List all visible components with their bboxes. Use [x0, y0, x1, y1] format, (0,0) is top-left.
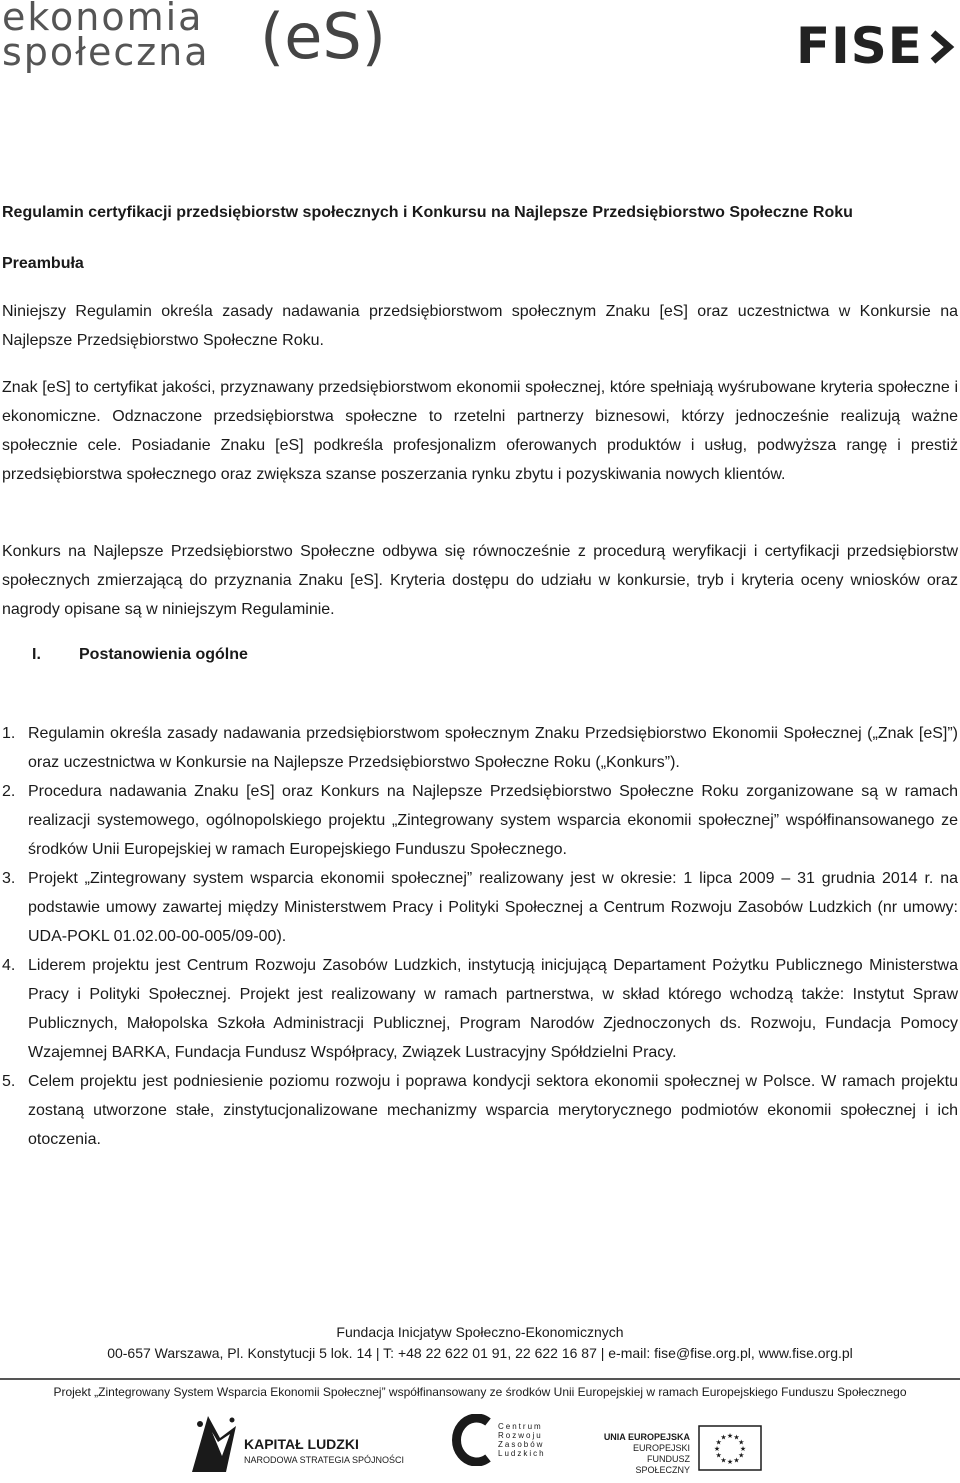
eu-star-icon: ★: [715, 1452, 722, 1460]
list-item-number: 2.: [2, 783, 16, 800]
list-item-number: 4.: [2, 957, 16, 974]
eu-star-icon: ★: [733, 1434, 740, 1442]
eu-star-icon: ★: [715, 1439, 722, 1447]
logo-line-1: ekonomia: [2, 0, 204, 39]
kapital-ludzki-title: KAPITAŁ LUDZKI: [244, 1436, 359, 1452]
eu-star-icon: ★: [726, 1459, 734, 1466]
crzl-line: Zasobów: [498, 1440, 545, 1449]
document-title: Regulamin certyfikacji przedsiębiorstw społecznych i Konkursu na Najlepsze Przedsiębiorstwo Społeczne Roku: [2, 204, 853, 221]
chapter-title: Postanowienia ogólne: [79, 646, 248, 663]
preamble-paragraph-1: Niniejszy Regulamin określa zasady nadawania przedsiębiorstwom społecznym Znaku [eS] oraz uczestnictwa w Konkursie na Najlepsze Przedsiębiorstwo Społeczne Roku.: [2, 303, 958, 349]
list-item: [0, 1067, 958, 1154]
fise-arrow-icon: [929, 27, 955, 67]
list-item: [0, 719, 958, 777]
crzl-line: Rozwoju: [498, 1431, 543, 1440]
list-item: [0, 951, 958, 1067]
footer-address: 00-657 Warszawa, Pl. Konstytucji 5 lok. 14 | T: +48 22 622 01 91, 22 622 16 87 | e-mail: fise@fise.org.pl, www.fise.org.pl: [107, 1345, 853, 1361]
list-item-text: Celem projektu jest podniesienie poziomu rozwoju i poprawa kondycji sektora ekonomii społecznej w Polsce. W ramach projektu zostaną utworzone stałe, zinstytucjonalizowane mechanizmy wsparcia merytorycznego podmiotów ekonomii społecznej i ich otoczenia.: [28, 1073, 958, 1148]
eu-star-icon: ★: [713, 1446, 721, 1453]
kapital-ludzki-emblem-icon: [186, 1412, 240, 1474]
eu-star-icon: ★: [726, 1433, 734, 1440]
chapter-number: I.: [32, 646, 41, 663]
list-item-text: Procedura nadawania Znaku [eS] oraz Konkurs na Najlepsze Przedsiębiorstwo Społeczne Roku zorganizowane są w ramach realizacji systemowego, ogólnopolskiego projektu „Zintegrowany system wsparcia ekonomii społecznej” współfinansowanego ze środków Unii Europejskiej w ramach Europejskiego Funduszu Społecznego.: [28, 783, 958, 858]
es-mark-logo: (eS): [260, 0, 386, 73]
preamble-heading: Preambuła: [2, 255, 84, 272]
eu-star-icon: ★: [720, 1434, 727, 1442]
preamble-paragraph-2: Znak [eS] to certyfikat jakości, przyznawany przedsiębiorstwom ekonomii społecznej, które spełniają wyśrubowane kryteria społeczne i ekonomiczne. Odznaczone przedsiębiorstwa społeczne to rzetelni partnerzy biznesowi, którzy jednocześnie realizują ważne społecznie cele. Posiadanie Znaku [eS] podkreśla profesjonalizm oferowanych produktów i usług, podwyższa rangę i prestiż przedsiębiorstwa społecznego oraz zwiększa szanse poszerzania rynku zbytu i pozyskiwania nowych klientów.: [2, 379, 958, 483]
logo-line-2: społeczna: [2, 30, 210, 74]
list-item-number: 1.: [2, 725, 16, 742]
fise-logo-text: FISE: [796, 17, 923, 75]
eu-star-icon: ★: [738, 1439, 745, 1447]
eu-line-1: UNIA EUROPEJSKA: [603, 1432, 690, 1442]
eu-fund-label: [598, 1432, 690, 1476]
footer-organization: Fundacja Inicjatyw Społeczno-Ekonomicznych: [336, 1324, 624, 1340]
chapter-heading: [32, 646, 248, 664]
list-item: [0, 864, 958, 951]
fise-logo: [796, 18, 955, 74]
eu-flag-icon: [698, 1425, 762, 1471]
footer-project-note: Projekt „Zintegrowany System Wsparcia Ekonomii Społecznej” współfinansowany ze środków Unii Europejskiej w ramach Europejskiego Funduszu Społecznego: [53, 1385, 907, 1399]
ekonomia-spoleczna-logo: [2, 0, 252, 74]
eu-star-icon: ★: [733, 1457, 740, 1465]
list-item-number: 3.: [2, 870, 16, 887]
list-item-number: 5.: [2, 1073, 16, 1090]
kapital-ludzki-subtitle: NARODOWA STRATEGIA SPÓJNOŚCI: [244, 1455, 405, 1465]
general-provisions-list: [0, 719, 958, 1154]
crzl-logo-icon: [452, 1414, 496, 1466]
eu-star-icon: ★: [739, 1446, 747, 1453]
crzl-name: [498, 1422, 546, 1458]
eu-star-icon: ★: [738, 1452, 745, 1460]
preamble-paragraph-3: Konkurs na Najlepsze Przedsiębiorstwo Społeczne odbywa się równocześnie z procedurą weryfikacji i certyfikacji przedsiębiorstw społecznych zmierzającą do przyznania Znaku [eS]. Kryteria dostępu do udziału w konkursie, tryb i kryteria oceny wniosków oraz nagrody opisane są w niniejszym Regulaminie.: [2, 543, 958, 618]
eu-line-3: FUNDUSZ SPOŁECZNY: [635, 1454, 690, 1475]
list-item-text: Projekt „Zintegrowany system wsparcia ekonomii społecznej” realizowany jest w okresie: 1 lipca 2009 – 31 grudnia 2014 r. na podstawie umowy zawartej między Ministerstwem Pracy i Polityki Społecznej a Centrum Rozwoju Zasobów Ludzkich (nr umowy: UDA-POKL 01.02.00-00-005/09-00).: [28, 870, 958, 945]
eu-star-icon: ★: [720, 1457, 727, 1465]
crzl-line: Centrum: [498, 1422, 543, 1431]
list-item-text: Liderem projektu jest Centrum Rozwoju Zasobów Ludzkich, instytucją inicjującą Departament Pożytku Publicznego Ministerstwa Pracy i Polityki Społecznej. Projekt jest realizowany w ramach partnerstwa, w skład którego wchodzą także: Instytut Spraw Publicznych, Małopolska Szkoła Administracji Publicznej, Program Narodów Zjednoczonych ds. Rozwoju, Fundacja Pomocy Wzajemnej BARKA, Fundacja Fundusz Współpracy, Związek Lustracyjny Spółdzielni Pracy.: [28, 957, 958, 1061]
footer-divider: [0, 1378, 960, 1380]
eu-line-2: EUROPEJSKI: [632, 1443, 690, 1453]
list-item-text: Regulamin określa zasady nadawania przedsiębiorstwom społecznym Znaku Przedsiębiorstwo Ekonomii Społecznej („Znak [eS]”) oraz uczestnictwa w Konkursie na Najlepsze Przedsiębiorstwo Społeczne Roku („Konkurs”).: [28, 725, 958, 771]
crzl-line: Ludzkich: [498, 1449, 546, 1458]
list-item: [0, 777, 958, 864]
